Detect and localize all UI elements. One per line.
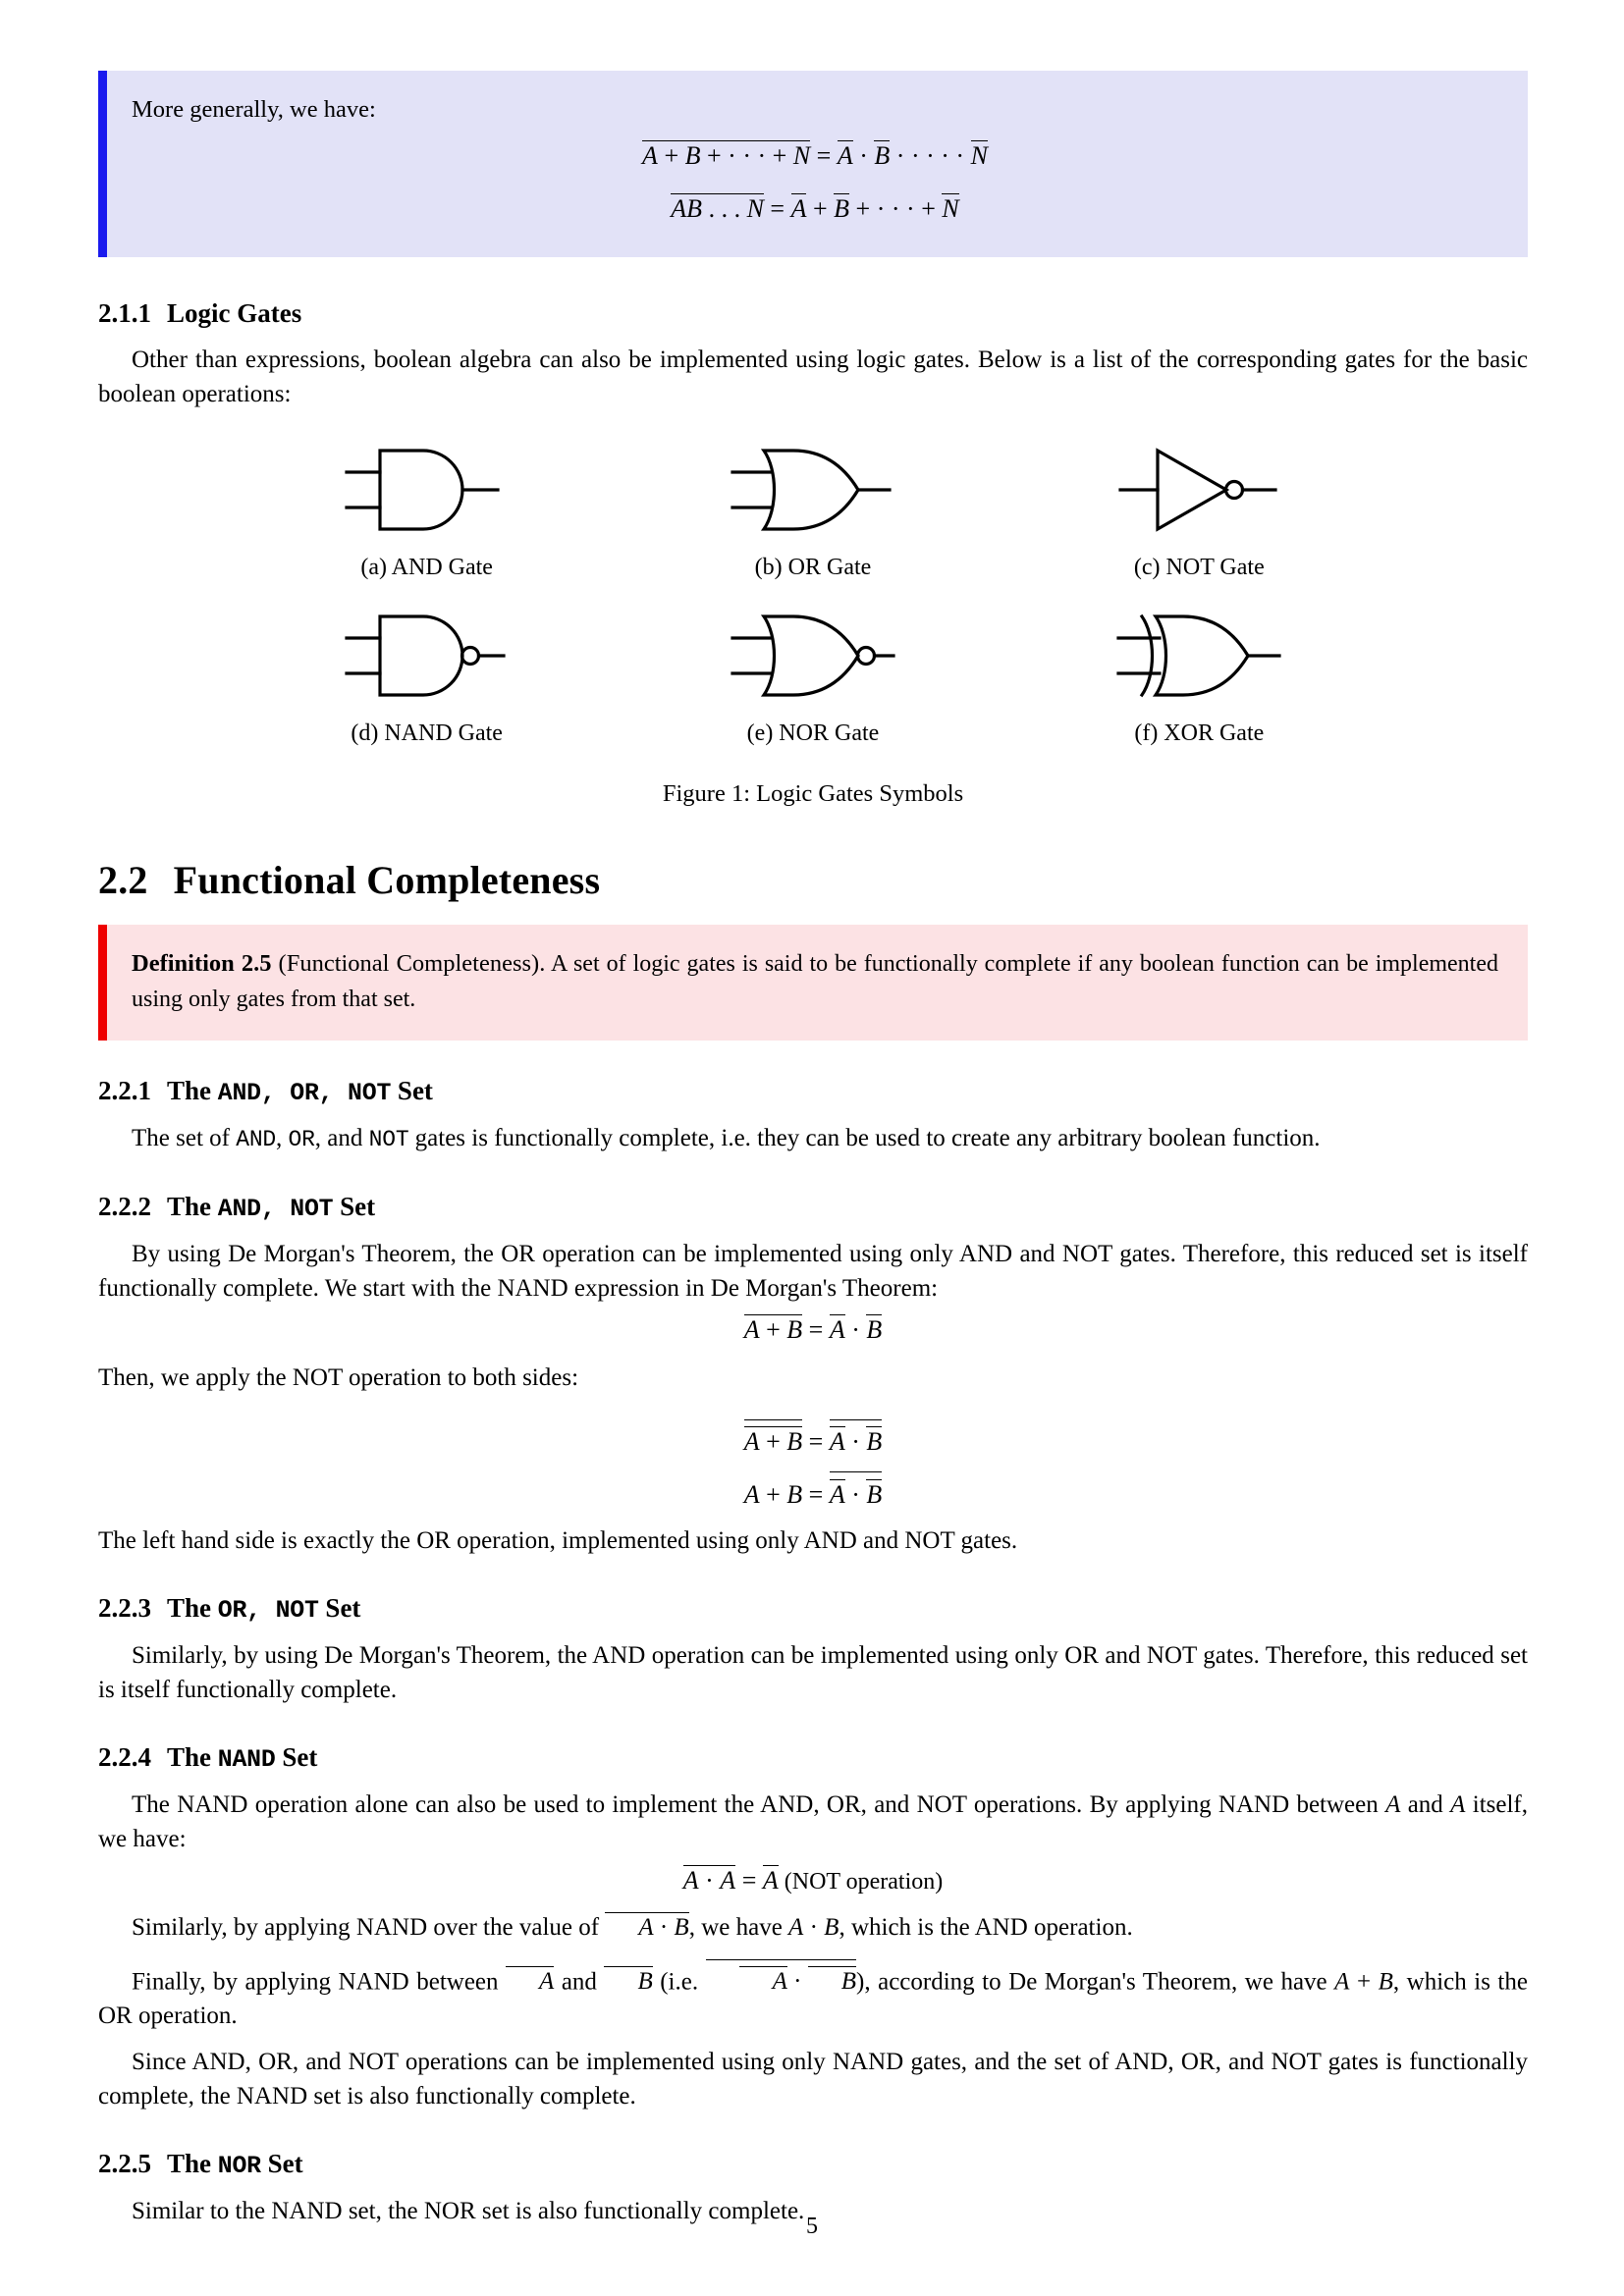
paragraph-2-2-4-a [98,1788,1528,1856]
heading-2-2-3-pre: The [167,1592,218,1623]
note-accent-bar [98,71,107,257]
heading-2-2-4-pre: The [167,1741,218,1772]
heading-2-2-3-code: OR, NOT [217,1596,319,1625]
heading-2-2-5-pre: The [167,2149,218,2179]
gate-cell-not [1037,441,1361,581]
p221-mid2: , and [314,1125,369,1152]
heading-2-2-3-number: 2.2.3 [98,1592,151,1623]
paragraph-2-2-5: Similar to the NAND set, the NOR set is also functionally complete. [132,2198,805,2225]
equation-nand-not: A · A = A (NOT operation) [682,1865,944,1895]
heading-2-2-2-pre: The [167,1191,218,1221]
heading-2-2-5-number: 2.2.5 [98,2149,151,2179]
equation-double-negation-1: A + B = A · B [98,1416,1528,1458]
heading-2-2-number: 2.2 [98,857,148,902]
note-lead-text: More generally, we have: [132,96,376,123]
p224-pre: The NAND operation alone can also be used to implement the AND, OR, and NOT operations. By applying NAND between [132,1790,1386,1818]
gate-cell-and [265,441,589,581]
heading-2-2-2-post: Set [333,1191,376,1221]
heading-2-2-5-post: Set [260,2149,303,2179]
paragraph-2-2-4-c: Finally, by applying NAND between A and B (i.e. A · B), according to De Morgan's Theorem, we have A + B, which is the OR operation. [98,1956,1528,2034]
p224c-pre: Finally, by applying NAND between [132,1968,507,1996]
gate-caption-and: (a) AND Gate [360,554,493,580]
p224c-ie: (i.e. [652,1968,706,1996]
p224b-pre: Similarly, by applying NAND over the value of [132,1913,606,1941]
heading-2-2-5 [98,2149,1528,2180]
definition-label: Definition 2.5 [132,949,272,977]
figure-logic-gates [98,441,1528,808]
gate-caption-not: (c) NOT Gate [1133,554,1265,580]
gate-cell-xor [1037,607,1361,747]
heading-2-2-3 [98,1593,1528,1625]
p224-mid: and [1400,1790,1451,1818]
paragraph-2-2-2-a: By using De Morgan's Theorem, the OR operation can be implemented using only AND and NOT gates. Therefore, this reduced set is itself functionally complete. We start with the NAND expression in De Morgan's Theorem: [98,1240,1528,1302]
p221-code-or: OR [288,1127,315,1153]
and-gate-icon [265,441,589,539]
figure-caption: Figure 1: Logic Gates Symbols [662,779,964,807]
heading-2-2-4-number: 2.2.4 [98,1741,151,1772]
gate-cell-nor [651,607,975,747]
heading-2-2-2 [98,1192,1528,1223]
p221-pre: The set of [132,1125,237,1152]
gate-cell-or [651,441,975,581]
equation-demorgan-nand: A + B = A · B [743,1314,883,1344]
p224c-and: and [554,1968,605,1996]
heading-2-2-1-pre: The [167,1076,218,1106]
paragraph-2-2-1 [98,1121,1528,1155]
heading-2-2-5-code: NOR [217,2153,261,2181]
gate-caption-nor: (e) NOR Gate [746,720,880,746]
p224-post: itself, we have: [98,1790,1528,1852]
note-callout-box [98,71,1528,257]
heading-2-2-2-number: 2.2.2 [98,1191,151,1221]
p221-post: gates is functionally complete, i.e. they can be used to create any arbitrary boolean function. [408,1125,1321,1152]
not-gate-icon [1037,441,1361,539]
p224c-end: , which is the OR operation. [98,1968,1528,2030]
heading-2-1-1-title: Logic Gates [167,297,302,328]
heading-2-2-4 [98,1742,1528,1774]
paragraph-2-2-2-b: Then, we apply the NOT operation to both sides: [98,1363,579,1391]
p221-code-and: AND [236,1127,277,1153]
page-number: 5 [806,2214,818,2239]
p224-var-a2: A [1450,1790,1466,1818]
definition-accent-bar [98,925,107,1041]
or-gate-icon [651,441,975,539]
heading-2-2 [98,857,1528,903]
heading-2-2-title: Functional Completeness [173,857,601,902]
gate-caption-nand: (d) NAND Gate [351,720,503,746]
heading-2-2-3-post: Set [318,1592,361,1623]
gate-row-bottom [234,607,1392,747]
heading-2-1-1-number: 2.1.1 [98,297,151,328]
p221-code-not: NOT [368,1127,409,1153]
heading-2-2-2-code: AND, NOT [217,1195,334,1223]
equation-double-negation-2: A + B = A · B [98,1468,1528,1510]
heading-2-2-1-code: AND, OR, NOT [217,1080,392,1108]
heading-2-2-4-code: NAND [217,1745,276,1774]
paragraph-logic-gates-intro: Other than expressions, boolean algebra can also be implemented using logic gates. Below is a list of the corresponding gates for the basic boolean operations: [98,346,1528,407]
gate-caption-or: (b) OR Gate [754,554,872,580]
paragraph-2-2-3: Similarly, by using De Morgan's Theorem, the AND operation can be implemented using only OR and NOT gates. Therefore, this reduced set is itself functionally complete. [98,1641,1528,1703]
p221-mid1: , [276,1125,289,1152]
definition-paren: (Functional Completeness). [278,949,546,977]
p224b-post: , which is the AND operation. [839,1913,1133,1941]
nand-gate-icon [265,607,589,705]
paragraph-2-2-4-b: Similarly, by applying NAND over the value of A · B, we have A · B, which is the AND operation. [132,1913,1133,1941]
p224-var-a1: A [1385,1790,1401,1818]
gate-caption-xor: (f) XOR Gate [1134,720,1265,746]
page-content [98,71,1528,2228]
nor-gate-icon [651,607,975,705]
heading-2-2-1-post: Set [391,1076,433,1106]
definition-body: A set of logic gates is said to be functionally complete if any boolean function can be implemented using only gates from that set. [132,950,1498,1013]
p224b-mid: , we have [688,1913,789,1941]
definition-text-block [132,946,1498,1018]
heading-2-2-4-post: Set [275,1741,318,1772]
note-equation-1: A + B + · · · + N = A · B · · · · · N [642,140,988,170]
definition-callout-box [98,925,1528,1041]
heading-2-1-1 [98,298,1528,329]
note-equation-2: AB . . . N = A + B + · · · + N [671,193,959,223]
paragraph-2-2-4-d: Since AND, OR, and NOT operations can be implemented using only NAND gates, and the set of AND, OR, and NOT gates is functionally complete, the NAND set is also functionally complete. [98,2049,1528,2110]
paragraph-2-2-2-c: The left hand side is exactly the OR operation, implemented using only AND and NOT gates. [98,1526,1018,1554]
xor-gate-icon [1037,607,1361,705]
p224c-after: ), according to De Morgan's Theorem, we have [856,1968,1335,1996]
heading-2-2-1-number: 2.2.1 [98,1076,151,1106]
gate-row-top [234,441,1392,581]
heading-2-2-1 [98,1076,1528,1107]
gate-cell-nand [265,607,589,747]
